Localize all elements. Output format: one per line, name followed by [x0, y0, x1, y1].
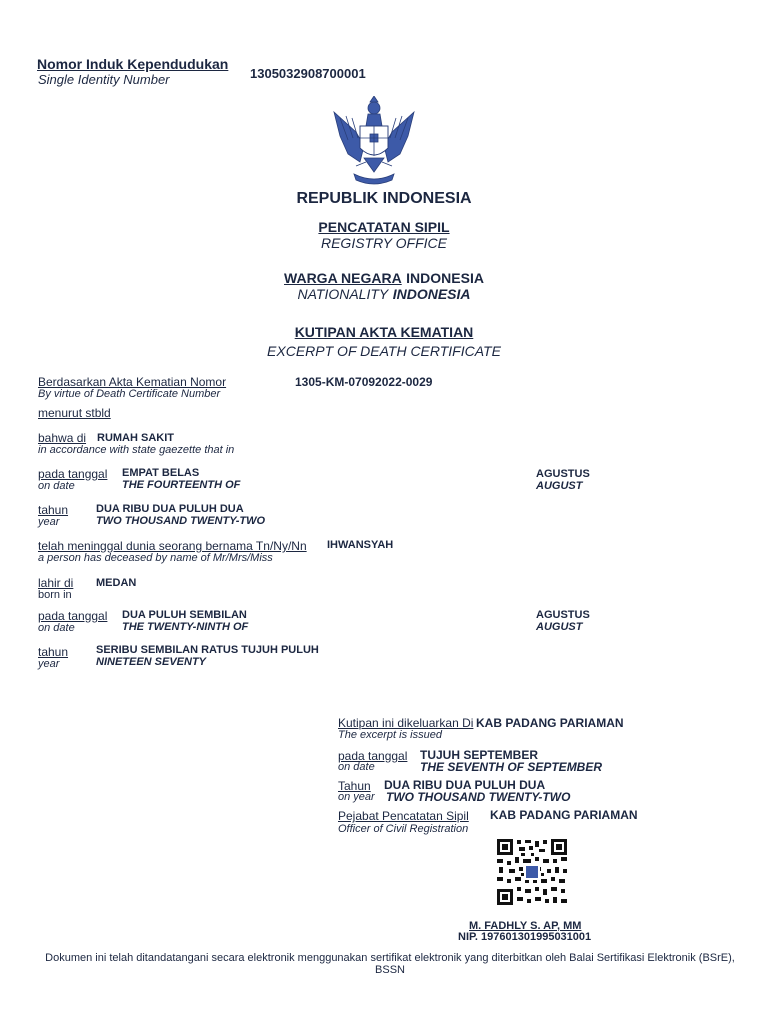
birth-date-translation: on date	[38, 622, 75, 634]
death-year-value: DUA RIBU DUA PULUH DUA	[96, 503, 244, 515]
birth-month-translation: AUGUST	[536, 621, 583, 633]
issue-date-label: pada tanggal	[338, 749, 408, 763]
certificate-number-value: 1305-KM-07092022-0029	[295, 375, 433, 389]
nationality-label: WARGA NEGARA	[284, 270, 402, 286]
deceased-label: telah meninggal dunia seorang bernama Tn/Ny/Nn	[38, 539, 307, 553]
death-date-label: pada tanggal	[38, 467, 108, 481]
signatory-name: M. FADHLY S. AP, MM	[469, 920, 582, 932]
officer-translation: Officer of Civil Registration	[338, 823, 469, 835]
nationality-translation-row	[0, 286, 768, 304]
birthplace-translation: born in	[38, 589, 72, 601]
death-date-translation: on date	[38, 480, 75, 492]
birth-date-label: pada tanggal	[38, 609, 108, 623]
death-day-value: EMPAT BELAS	[122, 467, 200, 479]
birth-month-value: AGUSTUS	[536, 609, 590, 621]
issue-year-translation: on year	[338, 791, 375, 803]
death-month-value: AGUSTUS	[536, 468, 590, 480]
death-month-translation: AUGUST	[536, 480, 583, 492]
office-translation: REGISTRY OFFICE	[320, 235, 447, 251]
country-title: REPUBLIK INDONESIA	[296, 190, 472, 207]
death-year-value-translation: TWO THOUSAND TWENTY-TWO	[96, 515, 266, 527]
deceased-name-value: IHWANSYAH	[327, 539, 394, 551]
issue-year-value-translation: TWO THOUSAND TWENTY-TWO	[386, 790, 571, 804]
place-label: bahwa di	[38, 431, 87, 445]
signatory-nip: NIP. 197601301995031001	[458, 931, 592, 943]
nik-translation: Single Identity Number	[38, 72, 170, 87]
issued-place-value: KAB PADANG PARIAMAN	[476, 716, 624, 730]
electronic-signature-notice: Dokumen ini telah ditandatangani secara elektronik menggunakan sertifikat elektronik yang diterbitkan oleh Balai Sertifikasi Elektronik (BSrE), BSSN	[45, 952, 735, 976]
issue-year-value: DUA RIBU DUA PULUH DUA	[384, 778, 546, 792]
birth-year-label: tahun	[38, 645, 69, 659]
certificate-number-translation: By virtue of Death Certificate Number	[38, 388, 221, 400]
birthplace-value: MEDAN	[96, 577, 137, 589]
deceased-translation: a person has deceased by name of Mr/Mrs/Miss	[38, 552, 273, 564]
birth-year-value: SERIBU SEMBILAN RATUS TUJUH PULUH	[96, 644, 319, 656]
issued-translation: The excerpt is issued	[338, 729, 442, 741]
stbld-label: menurut stbld	[38, 406, 111, 420]
birth-year-translation: year	[38, 658, 60, 670]
nik-label: Nomor Induk Kependudukan	[37, 56, 229, 72]
death-year-label: tahun	[38, 503, 69, 517]
document-title-translation: EXCERPT OF DEATH CERTIFICATE	[267, 343, 501, 359]
office-title: PENCATATAN SIPIL	[318, 219, 450, 235]
place-value: RUMAH SAKIT	[97, 432, 174, 444]
officer-value: KAB PADANG PARIAMAN	[490, 808, 638, 822]
issued-label: Kutipan ini dikeluarkan Di	[338, 716, 474, 730]
nationality-value: INDONESIA	[406, 270, 484, 286]
document-title: KUTIPAN AKTA KEMATIAN	[294, 324, 474, 340]
death-day-translation: THE FOURTEENTH OF	[122, 479, 241, 491]
issue-year-label: Tahun	[338, 779, 371, 793]
birthplace-label: lahir di	[38, 576, 74, 590]
issue-date-value-translation: THE SEVENTH OF SEPTEMBER	[420, 760, 603, 774]
certificate-number-label: Berdasarkan Akta Kematian Nomor	[38, 375, 227, 389]
issue-date-translation: on date	[338, 761, 375, 773]
nationality-translation-label: NATIONALITY	[297, 286, 389, 302]
garuda-pancasila-emblem-icon	[326, 96, 422, 188]
officer-label: Pejabat Pencatatan Sipil	[338, 809, 469, 823]
birth-day-translation: THE TWENTY-NINTH OF	[122, 621, 249, 633]
issue-date-value: TUJUH SEPTEMBER	[420, 748, 539, 762]
place-translation: in accordance with state gaezette that in	[38, 444, 235, 456]
nik-value: 1305032908700001	[250, 66, 366, 81]
death-year-translation: year	[38, 516, 60, 528]
nationality-translation-value: INDONESIA	[392, 286, 471, 302]
birth-year-value-translation: NINETEEN SEVENTY	[96, 656, 207, 668]
birth-day-value: DUA PULUH SEMBILAN	[122, 609, 247, 621]
qr-code-icon	[495, 837, 569, 907]
